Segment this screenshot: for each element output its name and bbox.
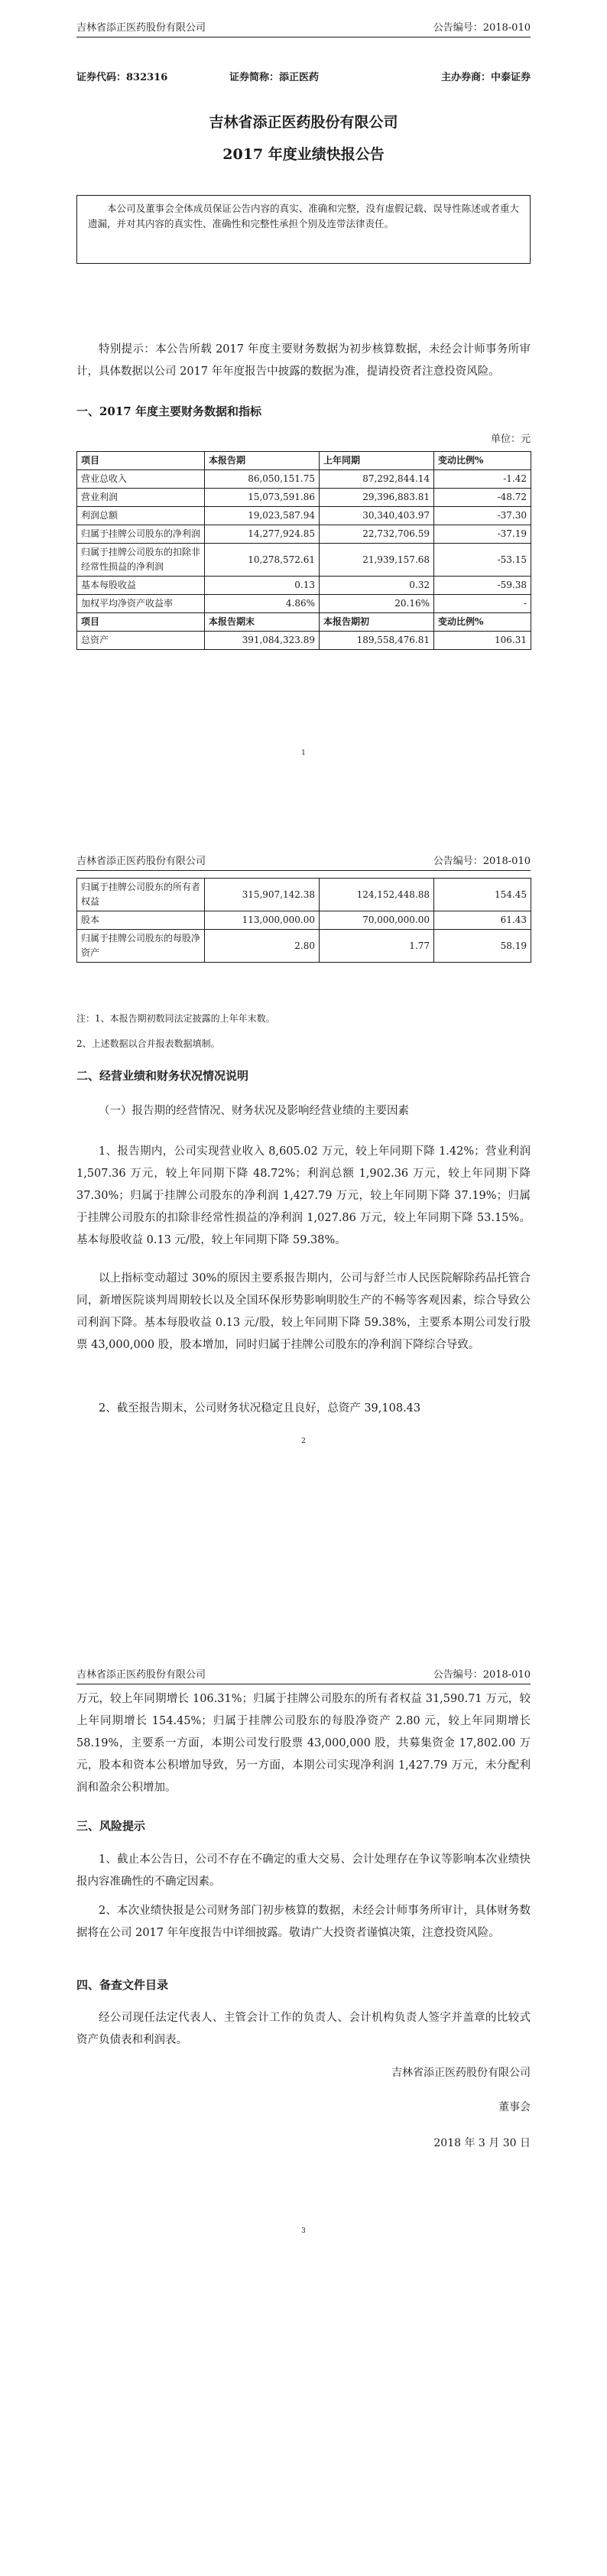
financial-table-2 [76,878,531,963]
change-pct: 106.31 [434,632,531,650]
disclaimer-box [76,195,531,264]
change-pct: -53.15 [434,544,531,577]
table-header-cell: 上年同期 [320,452,434,470]
prior-value: 87,292,844.14 [320,470,434,489]
table-header-cell: 项目 [77,452,205,470]
page-header-1 [76,21,531,37]
row-label: 总资产 [77,632,205,650]
section-1-title: 一、2017 年度主要财务数据和指标 [76,404,261,418]
page-header-2 [76,855,531,871]
row-label: 利润总额 [77,507,205,525]
table-row [77,525,531,544]
table-row [77,577,531,595]
prior-value: 189,558,476.81 [320,632,434,650]
table-header-cell: 本报告期初 [320,613,434,632]
change-pct: 61.43 [434,911,531,930]
current-value: 391,084,323.89 [205,632,320,650]
stock-short-name: 证券简称：添正医药 [229,72,320,83]
table-row [77,470,531,489]
section-4-title: 四、备查文件目录 [76,1978,169,1992]
row-label: 归属于挂牌公司股东的所有者权益 [77,879,205,911]
page-number: 1 [301,749,306,757]
table-header-cell: 变动比例% [434,613,531,632]
current-value: 19,023,587.94 [205,507,320,525]
current-value: 2.80 [205,930,320,963]
header-company: 吉林省添正医药股份有限公司 [76,1669,206,1681]
section-3-paragraph-2: 2、本次业绩快报是公司财务部门初步核算的数据，未经会计师事务所审计，具体财务数据将在公司 2017 年年度报告中详细披露。敬请广大投资者谨慎决策，注意投资风险。 [76,1905,531,1939]
unit-label: 单位：元 [490,434,531,445]
table-row [77,507,531,525]
prior-value: 21,939,157.68 [320,544,434,577]
table-header-cell: 项目 [77,613,205,632]
current-value: 315,907,142.38 [205,879,320,911]
stock-code: 证券代码：832316 [76,72,168,83]
table-header-row [77,452,531,470]
change-pct: -37.30 [434,507,531,525]
table-row [77,930,531,963]
current-value: 14,277,924.85 [205,525,320,544]
header-company: 吉林省添正医药股份有限公司 [76,22,206,34]
section-2-paragraph-1: 1、报告期内，公司实现营业收入 8,605.02 万元，较上年同期下降 1.42%；营业利润 1,507.36 万元，较上年同期下降 48.72%；利润总额 1,902.36 万元，较上年同期下降 37.30%；归属于挂牌公司股东的净利润 1,427.79 万元，较上年同期下降 37.19%；归属于挂牌公司股东的扣除非经常性损益的净利润 1,027.86 万元，较上年同期下降 53.15%。基本每股收益 0.13 元/股，较上年同期下降 59.38%。 [76,1145,531,1246]
section-2-paragraph-3-start: 2、截至报告期末，公司财务状况稳定且良好，总资产 39,108.43 [99,1402,421,1415]
change-pct: 154.45 [434,879,531,911]
table-row [77,911,531,930]
table-row [77,632,531,650]
prior-value: 30,340,403.97 [320,507,434,525]
row-label: 股本 [77,911,205,930]
signature-date: 2018 年 3 月 30 日 [433,2137,531,2149]
section-2-paragraph-2: 以上指标变动超过 30%的原因主要系报告期内，公司与舒兰市人民医院解除药品托管合同，新增医院谈判周期较长以及全国环保形势影响明胶生产的不畅等客观因素，综合导致公司利润下降。基本每股收益 0.13 元/股，较上年同期下降 59.38%，主要系本期公司发行股票 43,000,000 股，股本增加，同时归属于挂牌公司股东的净利润下降综合导致。 [76,1272,531,1351]
current-value: 113,000,000.00 [205,911,320,930]
doc-title-company: 吉林省添正医药股份有限公司 [209,114,398,131]
table-note-1: 注：1、本报告期初数同法定披露的上年年末数。 [76,1013,275,1024]
row-label: 营业利润 [77,489,205,507]
section-2-title: 二、经营业绩和财务状况情况说明 [76,1069,249,1083]
row-label: 营业总收入 [77,470,205,489]
section-3-paragraph-1: 1、截止本公告日，公司不存在不确定的重大交易、会计处理存在争议等影响本次业绩快报内容准确性的不确定因素。 [76,1853,531,1888]
header-doc-number: 公告编号：2018-010 [433,856,531,867]
page-number: 3 [301,2227,306,2235]
prior-value: 22,732,706.59 [320,525,434,544]
row-label: 加权平均净资产收益率 [77,595,205,613]
disclaimer-text: 本公司及董事会全体成员保证公告内容的真实、准确和完整，没有虚假记载、误导性陈述或者重大遗漏，并对其内容的真实性、准确性和完整性承担个别及连带法律责任。 [88,203,519,229]
doc-title-report: 2017 年度业绩快报公告 [222,146,385,163]
table-header-cell: 本报告期末 [205,613,320,632]
prior-value: 20.16% [320,595,434,613]
table-row [77,879,531,911]
prior-value: 70,000,000.00 [320,911,434,930]
stock-broker: 主办券商：中泰证券 [440,72,531,83]
section-2-subtitle: （一）报告期的经营情况、财务状况及影响经营业绩的主要因素 [99,1105,409,1117]
row-label: 归属于挂牌公司股东的净利润 [77,525,205,544]
header-company: 吉林省添正医药股份有限公司 [76,856,206,867]
table-row [77,489,531,507]
table-row [77,544,531,577]
change-pct: -37.19 [434,525,531,544]
prior-value: 29,396,883.81 [320,489,434,507]
change-pct: 58.19 [434,930,531,963]
header-doc-number: 公告编号：2018-010 [433,1669,531,1681]
page-number: 2 [301,1437,306,1445]
prior-value: 1.77 [320,930,434,963]
change-pct: -48.72 [434,489,531,507]
prior-value: 0.32 [320,577,434,595]
special-note: 特别提示：本公告所载 2017 年度主要财务数据为初步核算数据，未经会计师事务所审计，具体数据以公司 2017 年年度报告中披露的数据为准，提请投资者注意投资风险。 [76,343,531,378]
table-header-cell: 本报告期 [205,452,320,470]
row-label: 基本每股收益 [77,577,205,595]
current-value: 86,050,151.75 [205,470,320,489]
change-pct: -1.42 [434,470,531,489]
change-pct: -59.38 [434,577,531,595]
current-value: 0.13 [205,577,320,595]
row-label: 归属于挂牌公司股东的扣除非经常性损益的净利润 [77,544,205,577]
page-header-3 [76,1668,531,1684]
current-value: 15,073,591.86 [205,489,320,507]
table-row [77,595,531,613]
change-pct: - [434,595,531,613]
table-header-row-2 [77,613,531,632]
financial-table-1 [76,451,531,650]
signature-board: 董事会 [498,2101,531,2113]
section-3-title: 三、风险提示 [76,1819,146,1833]
header-doc-number: 公告编号：2018-010 [433,22,531,34]
section-4-paragraph-1: 经公司现任法定代表人、主管会计工作的负责人、会计机构负责人签字并盖章的比较式资产负债表和利润表。 [76,2012,531,2046]
prior-value: 124,152,448.88 [320,879,434,911]
table-note-2: 2、上述数据以合并报表数据填制。 [76,1038,220,1049]
section-2-paragraph-3-continued: 万元，较上年同期增长 106.31%；归属于挂牌公司股东的所有者权益 31,590.71 万元，较上年同期增长 154.45%；归属于挂牌公司股东的每股净资产 2.80 元，较上年同期增长 58.19%，主要系一方面，本期公司发行股票 43,000,000 股，共募集资金 17,802.00 万元，股本和资本公积增加导致，另一方面，本期公司实现净利润 1,427.79 万元，未分配利润和盈余公积增加。 [76,1693,531,1794]
table-header-cell: 变动比例% [434,452,531,470]
current-value: 10,278,572.61 [205,544,320,577]
row-label: 归属于挂牌公司股东的每股净资产 [77,930,205,963]
signature-company: 吉林省添正医药股份有限公司 [391,2067,531,2079]
current-value: 4.86% [205,595,320,613]
